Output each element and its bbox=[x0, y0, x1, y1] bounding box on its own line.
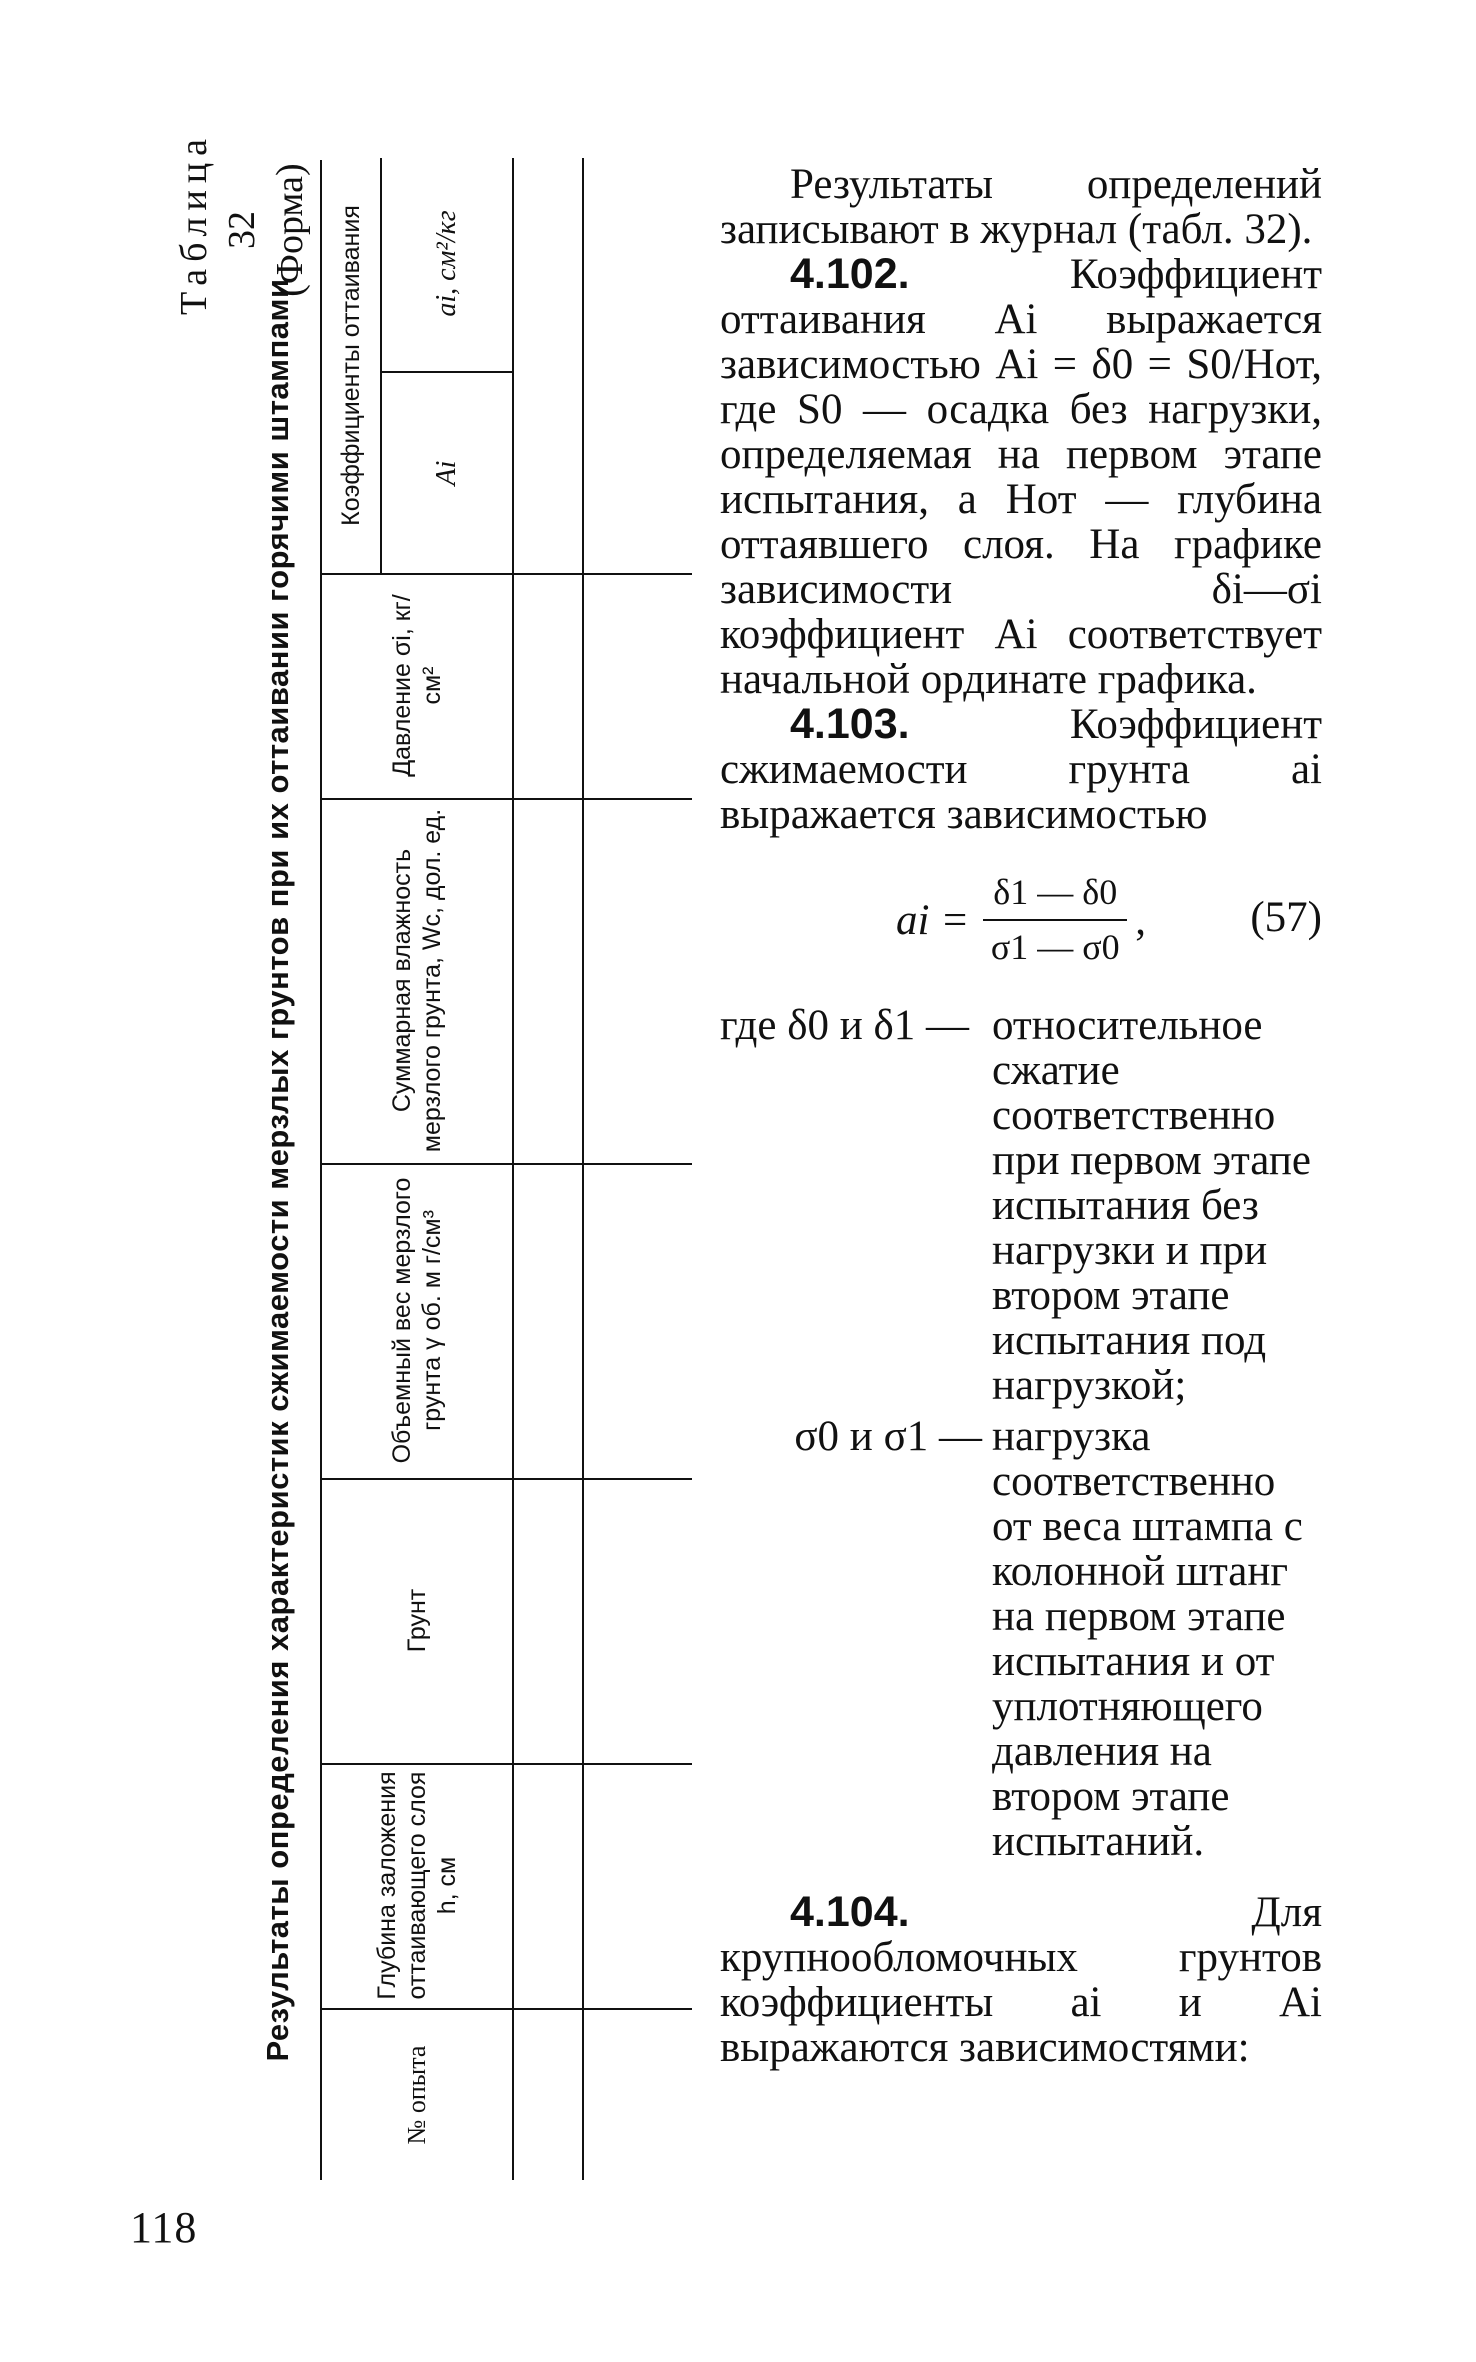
header-pressure: Давление σi, кг/см² bbox=[388, 594, 446, 777]
col-pressure bbox=[322, 573, 692, 800]
header-group-coefficients: Коэффициенты оттаивания bbox=[322, 158, 382, 573]
section-number-4-103: 4.103. bbox=[790, 700, 910, 748]
formula-comma: , bbox=[1135, 896, 1146, 944]
col-layer-depth bbox=[322, 1763, 692, 2010]
where-term-delta: где δ0 и δ1 — bbox=[720, 1002, 969, 1049]
col-unit-weight bbox=[322, 1163, 692, 1480]
results-table bbox=[320, 160, 692, 2180]
formula-number: (57) bbox=[1250, 894, 1322, 941]
header-ai: ai, см²/кг bbox=[382, 156, 512, 373]
formula-fraction bbox=[983, 870, 1127, 970]
formula-denominator: σ1 — σ0 bbox=[990, 927, 1120, 967]
where-clause-2 bbox=[720, 1414, 1322, 1864]
where-clause-1 bbox=[720, 1003, 1322, 1408]
col-moisture bbox=[322, 798, 692, 1165]
formula-numerator: δ1 — δ0 bbox=[983, 870, 1127, 921]
rotated-table-block bbox=[170, 131, 690, 2190]
table-label-number: 32 bbox=[221, 211, 263, 249]
table-label-word: Таблица bbox=[173, 131, 215, 315]
where-term-sigma: σ0 и σ1 — bbox=[794, 1413, 982, 1460]
header-moisture: Суммарная влажность мерзлого грунта, Wc, дол. ед. bbox=[388, 808, 446, 1153]
paragraph-4-103 bbox=[720, 702, 1322, 837]
paragraph-4-104-text: Для крупнообломочных грунтов коэффициенты ai и Ai выражаются зависимостями: bbox=[720, 1889, 1322, 2071]
page-number: 118 bbox=[130, 2203, 198, 2252]
paragraph-4-102-text: Коэффициент оттаивания Ai выражается зависимостью Ai = δ0 = S0/Hот, где S0 — осадка без нагрузки, определяемая на первом этапе испытания, а Hот — глубина оттаявшего слоя. На графике зависимости δi—σi коэффициент Ai соответствует начальной ординате графика. bbox=[720, 251, 1322, 703]
paragraph-results: Результаты определений записывают в журнал (табл. 32). bbox=[720, 161, 1322, 253]
col-experiment-no bbox=[322, 2010, 692, 2180]
header-Ai: Ai bbox=[431, 460, 462, 486]
paragraph-4-102 bbox=[720, 252, 1322, 702]
col-soil bbox=[322, 1478, 692, 1765]
section-number-4-102: 4.102. bbox=[790, 250, 910, 298]
header-unit-weight: Объемный вес мерзлого грунта γ об. м г/см³ bbox=[388, 1177, 446, 1464]
table-title: Результаты определения характеристик сжимаемости мерзлых грунтов при их оттаивании горячими штампами bbox=[260, 278, 295, 2062]
where-def-delta: относительное сжатие соответственно при первом этапе испытания без нагрузки и при втором этапе испытания под нагрузкой; bbox=[992, 1002, 1311, 1409]
formula-lhs: ai = bbox=[896, 896, 970, 944]
formula-57 bbox=[720, 865, 1322, 975]
where-def-sigma: нагрузка соответственно от веса штампа с колонной штанг на первом этапе испытания и от уплотняющего давления на втором этапе испытаний. bbox=[992, 1413, 1303, 1865]
paragraph-4-104 bbox=[720, 1890, 1322, 2070]
header-soil: Грунт bbox=[403, 1588, 431, 1653]
header-experiment-no: № опыта bbox=[402, 2045, 431, 2145]
header-layer-depth: Глубина заложения оттаивающего слоя h, см bbox=[373, 1771, 461, 2000]
section-number-4-104: 4.104. bbox=[790, 1888, 910, 1936]
table-label-form: (Форма) bbox=[269, 163, 311, 297]
text-column bbox=[720, 162, 1322, 2070]
paragraph-4-103-text: Коэффициент сжимаемости грунта ai выражается зависимостью bbox=[720, 701, 1322, 838]
col-group-coefficients bbox=[322, 158, 692, 575]
